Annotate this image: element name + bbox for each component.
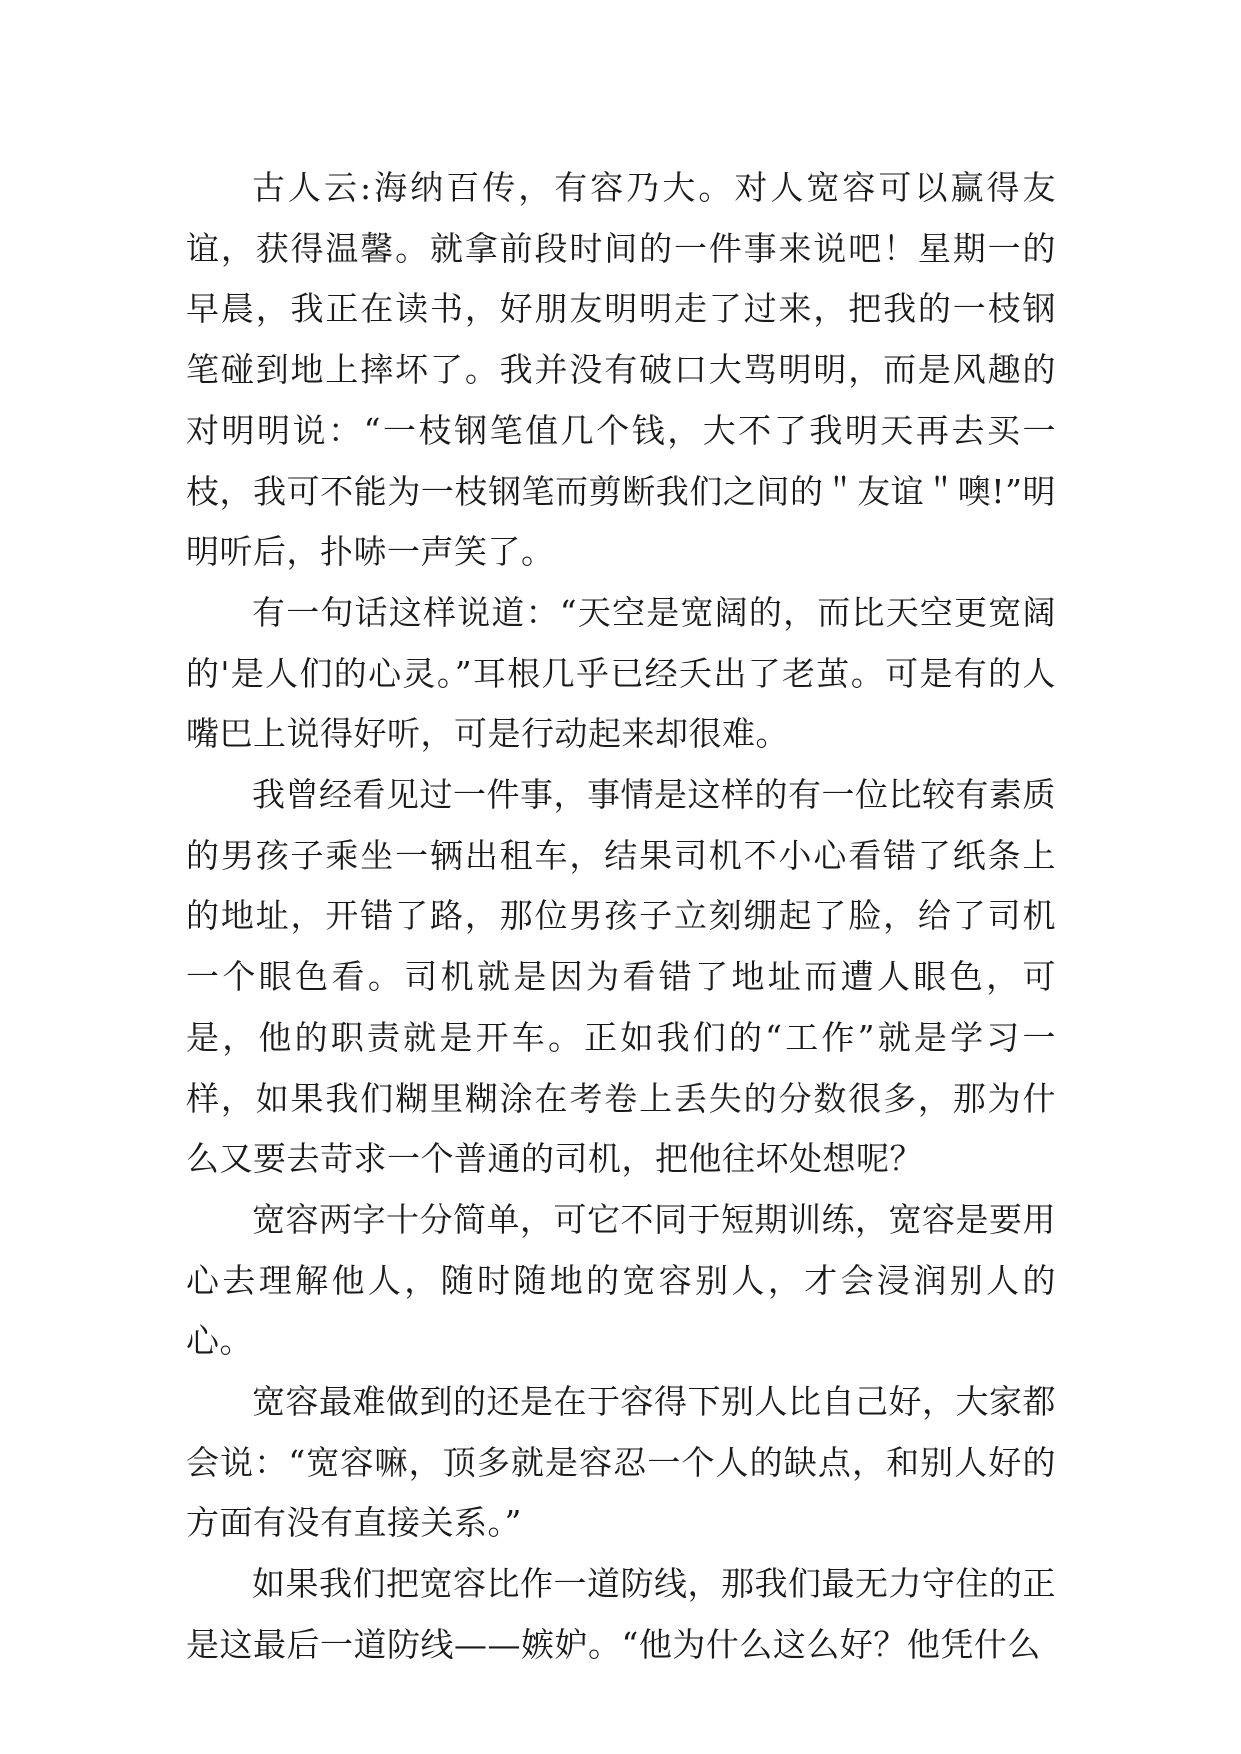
document-body — [186, 158, 1056, 1676]
paragraph: 有一句话这样说道：“天空是宽阔的，而比天空更宽阔的'是人们的心灵。”耳根几乎已经夭出了老茧。可是有的人嘴巴上说得好听，可是行动起来却很难。 — [186, 592, 1056, 754]
paragraph: 宽容最难做到的还是在于容得下别人比自己好，大家都会说：“宽容嘛，顶多就是容忍一个人的缺点，和别人好的方面有没有直接关系。” — [186, 1382, 1056, 1543]
paragraph: 古人云:海纳百传，有容乃大。对人宽容可以赢得友谊，获得温馨。就拿前段时间的一件事来说吧！星期一的早晨，我正在读书，好朋友明明走了过来，把我的一枝钢笔碰到地上摔坏了。我并没有破口大骂明明，而是风趣的对明明说：“一枝钢笔值几个钱，大不了我明天再去买一枝，我可不能为一枝钢笔而剪断我们之间的＂友谊＂噢!”明明听后，扑哧一声笑了。 — [186, 168, 1056, 572]
paragraph: 宽容两字十分简单，可它不同于短期训练，宽容是要用心去理解他人，随时随地的宽容别人，才会浸润别人的心。 — [186, 1199, 1056, 1361]
paragraph: 我曾经看见过一件事，事情是这样的有一位比较有素质的男孩子乘坐一辆出租车，结果司机不小心看错了纸条上的地址，开错了路，那位男孩子立刻绷起了脸，给了司机一个眼色看。司机就是因为看错了地址而遭人眼色，可是，他的职责就是开车。正如我们的“工作”就是学习一样，如果我们糊里糊涂在考卷上丢失的分数很多，那为什么又要去苛求一个普通的司机，把他往坏处想呢？ — [186, 775, 1056, 1179]
paragraph: 如果我们把宽容比作一道防线，那我们最无力守住的正是这最后一道防线——嫉妒。“他为什么这么好？他凭什么 — [186, 1564, 1056, 1664]
